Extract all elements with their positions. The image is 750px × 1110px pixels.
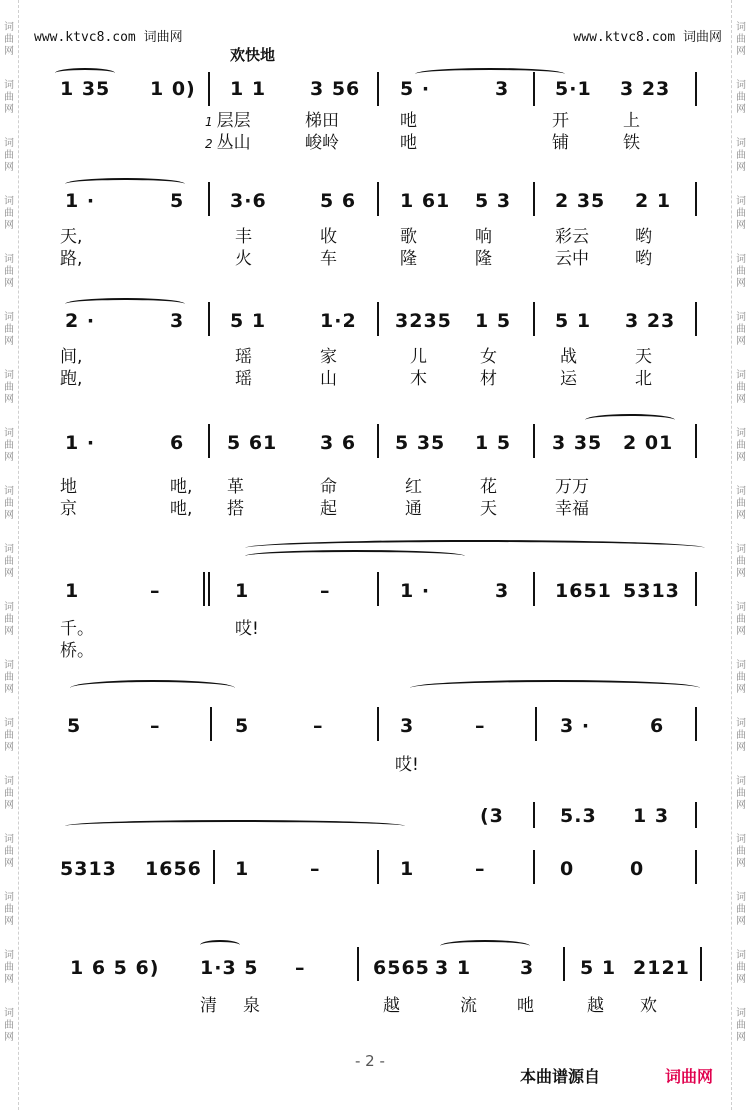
note-group: 1 0)	[150, 78, 196, 100]
watermark-text: 词 曲 网	[736, 138, 746, 173]
left-watermark-strip	[0, 0, 19, 1110]
watermark-text: 词 曲 网	[4, 428, 14, 463]
header-right-url: www.ktvc8.com 词曲网	[573, 30, 722, 45]
lyric: 丛山	[216, 133, 251, 153]
watermark-text: 词 曲 网	[736, 370, 746, 405]
watermark-text: 词 曲 网	[736, 428, 746, 463]
lyric: 哟	[635, 249, 652, 269]
lyric: 搭	[227, 499, 244, 519]
note-group: 1	[400, 858, 415, 880]
watermark-text: 词 曲 网	[4, 718, 14, 753]
watermark-text: 词 曲 网	[4, 834, 14, 869]
page-number: - 2 -	[355, 1052, 385, 1070]
lyric: 吔	[517, 996, 534, 1016]
watermark-text: 词 曲 网	[4, 544, 14, 579]
lyric: 吔	[400, 111, 417, 131]
watermark-text: 词 曲 网	[736, 602, 746, 637]
watermark-text: 词 曲 网	[4, 80, 14, 115]
note-group: 1 35	[60, 78, 111, 100]
note-group: 3 56	[310, 78, 361, 100]
lyric: 天	[635, 347, 652, 367]
lyric: 革	[227, 477, 244, 497]
note-group: 1656	[145, 858, 202, 880]
note-group: 5 ·	[400, 78, 431, 100]
watermark-text: 词 曲 网	[736, 776, 746, 811]
note-group: 2 01	[623, 432, 674, 454]
note-group: 5 61	[227, 432, 278, 454]
lyric: 哎!	[395, 755, 419, 775]
lyric: 山	[320, 369, 337, 389]
note-group: 1 5	[475, 310, 512, 332]
footer-site-logo[interactable]: 词曲网	[665, 1067, 714, 1086]
note-group: 3	[400, 715, 415, 737]
lyric: 吔	[400, 133, 417, 153]
lyric: 彩云	[555, 227, 589, 247]
lyric: 花	[480, 477, 497, 497]
lyric: 梯田	[305, 111, 339, 131]
lyric: 北	[635, 369, 652, 389]
note-group: 2 35	[555, 190, 606, 212]
watermark-text: 词 曲 网	[4, 892, 14, 927]
note-group: 1	[235, 858, 250, 880]
note-group: 0	[630, 858, 645, 880]
watermark-text: 词 曲 网	[4, 196, 14, 231]
watermark-text: 词 曲 网	[4, 312, 14, 347]
note-group: 5313	[623, 580, 680, 602]
lyric: 欢	[640, 996, 657, 1016]
watermark-text: 词 曲 网	[4, 950, 14, 985]
lyric: 泉	[243, 996, 260, 1016]
lyric: 上	[623, 111, 640, 131]
watermark-text: 词 曲 网	[736, 312, 746, 347]
lyric: 女	[480, 347, 497, 367]
lyric: 云中	[555, 249, 589, 269]
lyric: 儿	[410, 347, 427, 367]
lyric: 木	[410, 369, 427, 389]
note-group: 1·3 5	[200, 957, 259, 979]
watermark-text: 词 曲 网	[736, 22, 746, 57]
note-group: 5 1	[580, 957, 617, 979]
lyric: 隆	[400, 249, 417, 269]
note-group: 1 3	[633, 805, 670, 827]
note-group: –	[150, 580, 161, 602]
note-group: 1 6 5 6)	[70, 957, 160, 979]
lyric: 哟	[635, 227, 652, 247]
note-group: 1 ·	[400, 580, 431, 602]
lyric: 战	[560, 347, 577, 367]
lyric: 幸福	[555, 499, 589, 519]
note-group: 6565	[373, 957, 430, 979]
note-group: 5 3	[475, 190, 512, 212]
lyric: 丰	[235, 227, 252, 247]
lyric: 收	[320, 227, 337, 247]
lyric: 天	[480, 499, 497, 519]
watermark-text: 词 曲 网	[4, 660, 14, 695]
watermark-text: 词 曲 网	[4, 138, 14, 173]
note-group: 5 1	[555, 310, 592, 332]
lyric: 间,	[60, 347, 83, 367]
lyric: 瑶	[235, 369, 252, 389]
note-group: 1 ·	[65, 190, 96, 212]
lyric: 命	[320, 477, 337, 497]
note-group: –	[295, 957, 306, 979]
verse-number: 2	[205, 137, 213, 151]
note-group: 3 35	[552, 432, 603, 454]
lyric: 京	[60, 499, 77, 519]
note-group: –	[150, 715, 161, 737]
note-group: –	[475, 715, 486, 737]
watermark-text: 词 曲 网	[4, 602, 14, 637]
note-group: 5	[170, 190, 185, 212]
lyric: 吔,	[170, 499, 193, 519]
note-group: 0	[560, 858, 575, 880]
lyric: 家	[320, 347, 337, 367]
lyric: 起	[320, 499, 337, 519]
lyric: 地	[60, 477, 77, 497]
footer-source-label: 本曲谱源自	[520, 1067, 601, 1086]
watermark-text: 词 曲 网	[4, 776, 14, 811]
lyric: 铺	[552, 133, 569, 153]
watermark-text: 词 曲 网	[736, 660, 746, 695]
lyric: 清	[200, 996, 217, 1016]
lyric: 峻岭	[305, 133, 339, 153]
lyric: 车	[320, 249, 337, 269]
lyric: 层层	[216, 111, 251, 131]
note-group: 3235	[395, 310, 452, 332]
note-group: 5	[67, 715, 82, 737]
note-group: 3 23	[620, 78, 671, 100]
watermark-text: 词 曲 网	[4, 22, 14, 57]
note-group: 5	[235, 715, 250, 737]
lyric: 桥。	[60, 641, 94, 661]
lyric: 红	[405, 477, 422, 497]
watermark-text: 词 曲 网	[736, 1008, 746, 1043]
lyric: 瑶	[235, 347, 252, 367]
lyric: 火	[235, 249, 252, 269]
note-group: 3·6	[230, 190, 267, 212]
note-group: 3 6	[320, 432, 357, 454]
note-group: 5 1	[230, 310, 267, 332]
note-group: 3 23	[625, 310, 676, 332]
watermark-text: 词 曲 网	[4, 370, 14, 405]
verse-number: 1	[205, 115, 213, 129]
tempo-marking: 欢快地	[230, 46, 276, 64]
lyric: 越	[383, 996, 400, 1016]
note-group: 6	[650, 715, 665, 737]
watermark-text: 词 曲 网	[736, 486, 746, 521]
note-group: 1·2	[320, 310, 357, 332]
note-group: 6	[170, 432, 185, 454]
watermark-text: 词 曲 网	[736, 718, 746, 753]
watermark-text: 词 曲 网	[736, 80, 746, 115]
watermark-text: 词 曲 网	[736, 544, 746, 579]
lyric: 万万	[555, 477, 589, 497]
lyric: 哎!	[235, 619, 259, 639]
note-group: 1 5	[475, 432, 512, 454]
watermark-text: 词 曲 网	[4, 1008, 14, 1043]
watermark-text: 词 曲 网	[736, 950, 746, 985]
lyric: 运	[560, 369, 577, 389]
note-group: 1 61	[400, 190, 451, 212]
note-group: 3	[170, 310, 185, 332]
note-group: 5·1	[555, 78, 592, 100]
lyric: 通	[405, 499, 422, 519]
lyric: 响	[475, 227, 492, 247]
header-left-url: www.ktvc8.com 词曲网	[34, 30, 183, 45]
lyric: 材	[480, 369, 497, 389]
lyric: 越	[587, 996, 604, 1016]
note-group: 5 35	[395, 432, 446, 454]
lyric: 路,	[60, 249, 83, 269]
note-group: 1	[65, 580, 80, 602]
note-group: 2 1	[635, 190, 672, 212]
note-group: 1	[235, 580, 250, 602]
watermark-text: 词 曲 网	[736, 834, 746, 869]
watermark-text: 词 曲 网	[736, 254, 746, 289]
note-group: –	[310, 858, 321, 880]
note-group: 3	[520, 957, 535, 979]
right-watermark-strip	[731, 0, 750, 1110]
note-group: 5.3	[560, 805, 597, 827]
note-group: 5313	[60, 858, 117, 880]
note-group: 2121	[633, 957, 690, 979]
lyric: 流	[460, 996, 477, 1016]
note-group: 3	[495, 580, 510, 602]
note-group: 1651	[555, 580, 612, 602]
note-group: 1 ·	[65, 432, 96, 454]
lyric: 吔,	[170, 477, 193, 497]
lyric: 铁	[623, 133, 640, 153]
note-group: 2 ·	[65, 310, 96, 332]
note-group: –	[320, 580, 331, 602]
lyric: 天,	[60, 227, 83, 247]
note-group: –	[475, 858, 486, 880]
lyric: 开	[552, 111, 569, 131]
watermark-text: 词 曲 网	[4, 486, 14, 521]
lyric: 隆	[475, 249, 492, 269]
note-group: 3 1	[435, 957, 472, 979]
lyric: 千。	[60, 619, 94, 639]
watermark-text: 词 曲 网	[736, 892, 746, 927]
note-group: (3	[480, 805, 504, 827]
note-group: 1 1	[230, 78, 267, 100]
watermark-text: 词 曲 网	[736, 196, 746, 231]
lyric: 跑,	[60, 369, 83, 389]
note-group: 5 6	[320, 190, 357, 212]
note-group: 3 ·	[560, 715, 591, 737]
note-group: 3	[495, 78, 510, 100]
watermark-text: 词 曲 网	[4, 254, 14, 289]
lyric: 歌	[400, 227, 417, 247]
note-group: –	[313, 715, 324, 737]
